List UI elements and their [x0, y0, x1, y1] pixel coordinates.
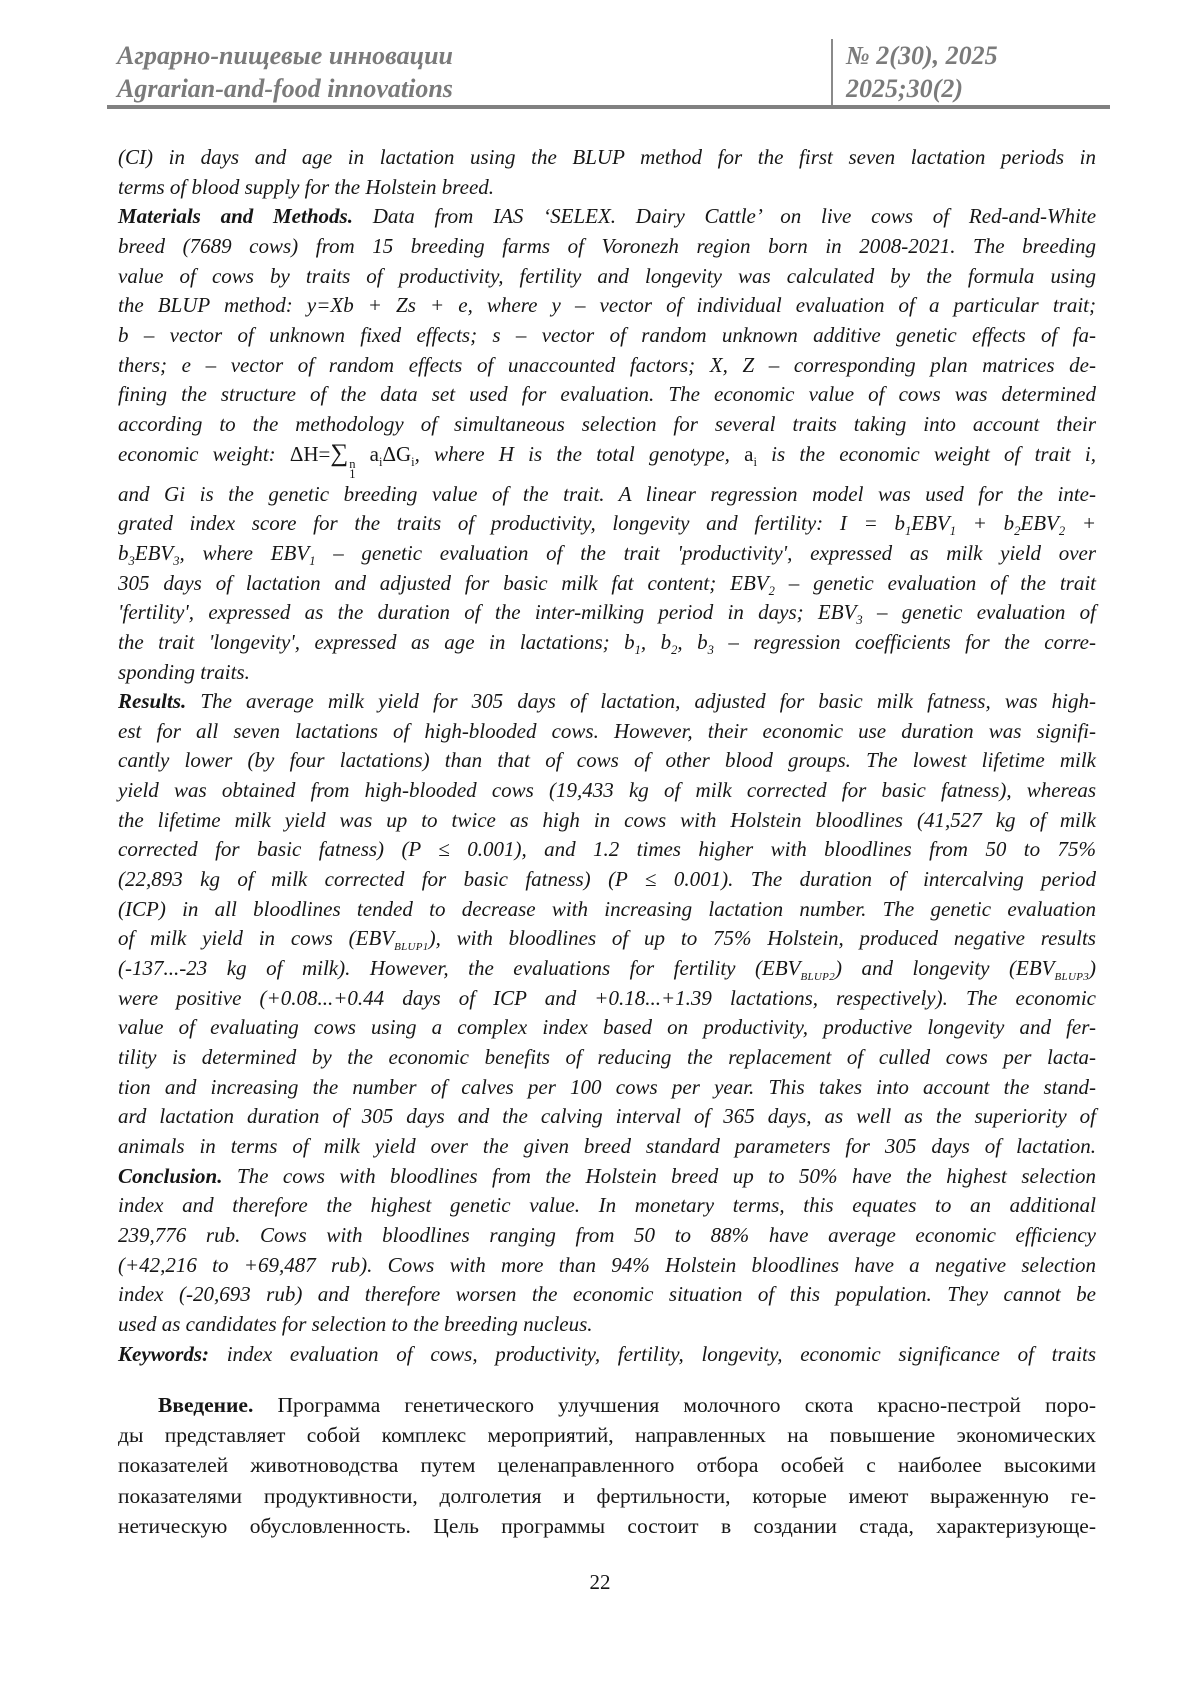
section-label-results: Results. — [118, 689, 187, 714]
text-line: $b_3EBV_3$, where $EBV_1$ – genetic evaluation of the trait 'productivity', expressed as milk yield over — [118, 540, 1097, 569]
text-line: breed (7689 cows) from 15 breeding farms of Voronezh region born in 2008-2021. The breeding — [118, 233, 1096, 258]
text-line: Results. The average milk yield for 305 days of lactation, adjusted for basic milk fatness, was high- — [118, 689, 1096, 714]
text-line: were positive (+0.08...+0.44 days of ICP and +0.18...+1.39 lactations, respectively). The economic — [118, 985, 1096, 1010]
text-line: yield was obtained from high-blooded cows (19,433 kg of milk corrected for basic fatness), whereas — [118, 778, 1096, 803]
journal-title-ru: Аграрно-пищевые инновации — [117, 41, 453, 70]
text-line: terms of blood supply for the Holstein breed. — [118, 174, 495, 199]
issue-number-en: 2025;30(2) — [846, 74, 963, 103]
journal-title-en: Agrarian-and-food innovations — [117, 74, 453, 103]
text-line: of milk yield in cows $(EBV_{BLUP1})$, with bloodlines of up to 75% Holstein, produced negative results — [118, 926, 1096, 954]
text-line: according to the methodology of simultaneous selection for several traits taking into account their — [118, 411, 1096, 436]
section-label-methods: Materials and Methods. — [118, 204, 353, 229]
text-line: index and therefore the highest genetic value. In monetary terms, this equates to an additional — [118, 1193, 1096, 1218]
issue-info — [831, 39, 1110, 105]
section-label-introduction: Введение. — [158, 1393, 254, 1417]
formula-total-genotype: ΔH=∑ n 1 $a_i\Delta G_i$ — [289, 439, 415, 482]
text-line: (ICP) in all bloodlines tended to decrease with increasing lactation number. The genetic evaluation — [118, 896, 1096, 921]
text-line: thers; e – vector of random effects of unaccounted factors; X, Z – corresponding plan matrices de- — [118, 352, 1096, 377]
text-line: Materials and Methods. Data from IAS ‘SELEX. Dairy Cattle’ on live cows of Red-and-White — [118, 204, 1097, 229]
text-line: grated index score for the traits of productivity, longevity and fertility: $I = b_1EBV_1 + b_2EBV_2$ + — [118, 511, 1097, 539]
text-line: value of evaluating cows using a complex index based on productivity, productive longevity and fer- — [118, 1015, 1096, 1040]
text-line: ard lactation duration of 305 days and the calving interval of 365 days, as well as the superiority of — [118, 1104, 1096, 1129]
text-line: the BLUP method: y=Xb + Zs + e, where y – vector of individual evaluation of a particular trait; — [118, 293, 1096, 318]
text-line: cantly lower (by four lactations) than that of cows of other blood groups. The lowest lifetime milk — [118, 748, 1096, 773]
journal-title — [107, 39, 831, 105]
text-line: corrected for basic fatness) (P ≤ 0.001), and 1.2 times higher with bloodlines from 50 to 75% — [118, 837, 1096, 862]
text-line: fining the structure of the data set used for evaluation. The economic value of cows was determined — [118, 382, 1096, 407]
text-line: показателей животноводства путем целенаправленного отбора особей с наиболее высокими — [118, 1453, 1096, 1478]
text-line: показателями продуктивности, долголетия и фертильности, которые имеют выраженную ге- — [118, 1483, 1096, 1508]
header-rule — [107, 105, 1110, 109]
keywords-line: Keywords: index evaluation of cows, productivity, fertility, longevity, economic significance of traits — [118, 1341, 1096, 1366]
text-line-formula: economic weight: ΔH=∑ n 1 $a_i\Delta G_i$, where H is the total genotype, $a_i$ is the economic weight of trait i, — [118, 439, 1097, 482]
text-line: 305 days of lactation and adjusted for basic milk fat content; $EBV_2$ – genetic evaluation of the trait — [118, 570, 1096, 598]
section-label-conclusion: Conclusion. — [118, 1163, 223, 1188]
sum-limits: n 1 — [349, 456, 356, 482]
text-line: 239,776 rub. Cows with bloodlines ranging from 50 to 88% have average economic efficiency — [118, 1222, 1096, 1247]
page-number: 22 — [589, 1570, 611, 1594]
text-line: value of cows by traits of productivity, fertility and longevity was calculated by the formula using — [118, 263, 1096, 288]
text-line: the lifetime milk yield was up to twice as high in cows with Holstein bloodlines (41,527 kg of milk — [118, 807, 1096, 832]
text-line: and Gi is the genetic breeding value of the trait. A linear regression model was used for the inte- — [118, 481, 1096, 506]
sum-icon: ∑ — [330, 439, 349, 467]
text-line: (+42,216 to +69,487 rub). Cows with more than 94% Holstein bloodlines have a negative selection — [118, 1252, 1096, 1277]
section-label-keywords: Keywords: — [118, 1341, 209, 1366]
page-header — [107, 39, 1110, 105]
text-line: (-137...-23 kg of milk). However, the evaluations for fertility $(EBV_{BLUP2})$ and longevity $(EBV_{BLUP3})$ — [118, 956, 1097, 984]
text-line: 'fertility', expressed as the duration of the inter-milking period in days; $EBV_3$ – genetic evaluation of — [118, 600, 1096, 628]
text-line: (22,893 kg of milk corrected for basic fatness) (P ≤ 0.001). The duration of intercalving period — [118, 867, 1096, 892]
formula-a-i: $a_i$ — [744, 441, 757, 469]
introduction-russian — [118, 1390, 1096, 1541]
text-line: used as candidates for selection to the breeding nucleus. — [118, 1311, 593, 1336]
text-line: sponding traits. — [118, 659, 250, 684]
text-line: b – vector of unknown fixed effects; s – vector of random unknown additive genetic effects of fa- — [118, 322, 1096, 347]
text-line: est for all seven lactations of high-blooded cows. However, their economic use duration was signifi- — [118, 718, 1096, 743]
text-line: Conclusion. The cows with bloodlines from the Holstein breed up to 50% have the highest selection — [118, 1163, 1096, 1188]
text-line: ды представляет собой комплекс мероприятий, направленных на повышение экономических — [118, 1423, 1096, 1448]
text-line: Введение. Программа генетического улучшения молочного скота красно-пестрой поро- — [158, 1393, 1096, 1417]
text-line: tion and increasing the number of calves per 100 cows per year. This takes into account the stand- — [118, 1074, 1096, 1099]
text-line: the trait 'longevity', expressed as age in lactations; $b_1$, $b_2$, $b_3$ – regression coefficients for the corre- — [118, 629, 1096, 658]
abstract-english — [118, 143, 1096, 1369]
text-line: tility is determined by the economic benefits of reducing the replacement of culled cows per lacta- — [118, 1045, 1096, 1070]
text-line: нетическую обусловленность. Цель программы состоит в создании стада, характеризующе- — [118, 1513, 1096, 1538]
text-line: (CI) in days and age in lactation using the BLUP method for the first seven lactation periods in — [118, 145, 1096, 169]
text-line: animals in terms of milk yield over the given breed standard parameters for 305 days of lactation. — [118, 1134, 1096, 1158]
text-line: index (-20,693 rub) and therefore worsen the economic situation of this population. They cannot be — [118, 1282, 1096, 1307]
issue-number-ru: № 2(30), 2025 — [846, 41, 998, 70]
